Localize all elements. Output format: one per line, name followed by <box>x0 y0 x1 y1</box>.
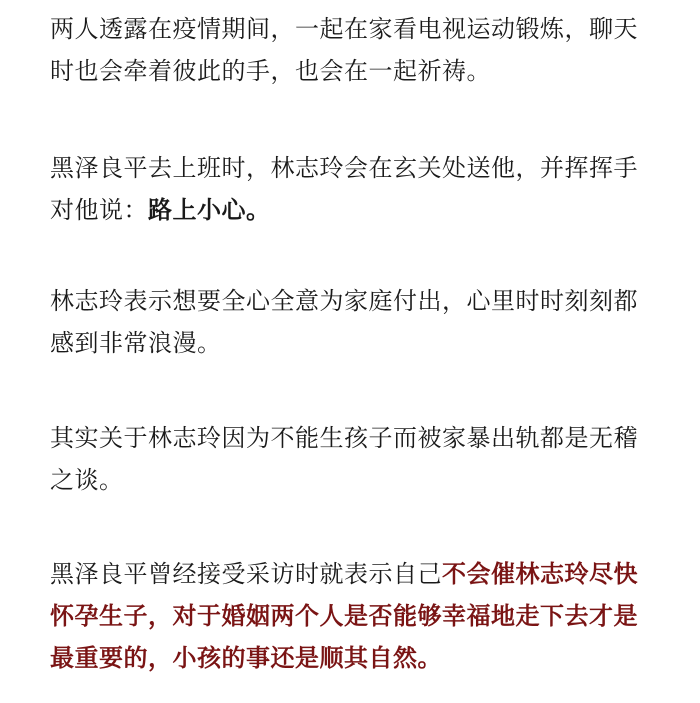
paragraph-5-text: 黑泽良平曾经接受采访时就表示自己 <box>50 560 442 588</box>
paragraph-5 <box>50 553 660 679</box>
paragraph-2-text: 黑泽良平去上班时，林志玲会在玄关处送他，并挥挥手对他说： <box>50 154 638 224</box>
paragraph-2-bold-quote: 路上小心。 <box>148 196 271 224</box>
paragraph-1: 两人透露在疫情期间，一起在家看电视运动锻炼，聊天时也会牵着彼此的手，也会在一起祈祷。 <box>50 15 638 85</box>
article-body <box>50 8 660 679</box>
paragraph-3: 林志玲表示想要全心全意为家庭付出，心里时时刻刻都感到非常浪漫。 <box>50 287 638 357</box>
paragraph-5-emphasis: 不会催林志玲尽快怀孕生子，对于婚姻两个人是否能够幸福地走下去才是最重要的，小孩的事还是顺其自然。 <box>50 560 638 672</box>
paragraph-2 <box>50 147 660 231</box>
paragraph-4: 其实关于林志玲因为不能生孩子而被家暴出轨都是无稽之谈。 <box>50 424 638 494</box>
